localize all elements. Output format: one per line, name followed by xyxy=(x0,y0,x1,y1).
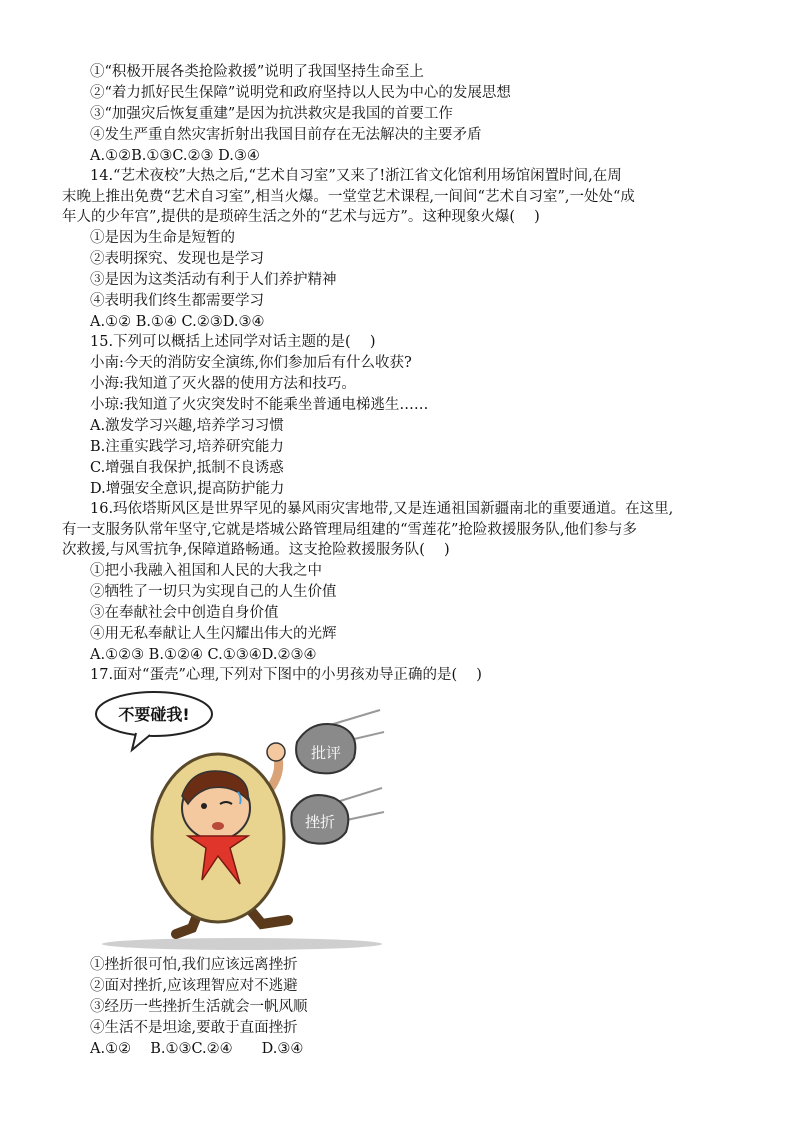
q16-choices: A.①②③ B.①②④ C.①③④D.②③④ xyxy=(90,647,317,663)
q15-option-d: D.增强安全意识,提高防护能力 xyxy=(90,481,285,497)
q15-dialogue-1: 小南:今天的消防安全演练,你们参加后有什么收获? xyxy=(90,355,412,371)
q15-stem: 15.下列可以概括上述同学对话主题的是( ) xyxy=(90,334,376,350)
q16-stem-3: 次救援,与风雪抗争,保障道路畅通。这支抢险救援服务队( ) xyxy=(62,542,450,558)
q16-option-3: ③在奉献社会中创造自身价值 xyxy=(90,605,279,621)
q17-stem: 17.面对“蛋壳”心理,下列对下图中的小男孩劝导正确的是( ) xyxy=(90,667,482,683)
q15-dialogue-3: 小琼:我知道了火灾突发时不能乘坐普通电梯逃生…… xyxy=(90,397,429,413)
q13-option-2: ②“着力抓好民生保障”说明党和政府坚持以人民为中心的发展思想 xyxy=(90,85,511,101)
q13-option-4: ④发生严重自然灾害折射出我国目前存在无法解决的主要矛盾 xyxy=(90,127,482,143)
q14-stem-1: 14.“艺术夜校”大热之后,“艺术自习室”又来了!浙江省文化馆利用场馆闲置时间,在周 xyxy=(90,168,622,184)
q14-stem-2: 末晚上推出免费“艺术自习室”,相当火爆。一堂堂艺术课程,一间间“艺术自习室”,一处处“成 xyxy=(62,189,635,205)
q14-option-3: ③是因为这类活动有利于人们养护精神 xyxy=(90,272,337,288)
q16-stem-2: 有一支服务队常年坚守,它就是塔城公路管理局组建的“雪莲花”抢险救援服务队,他们参与多 xyxy=(62,522,638,538)
q13-option-1: ①“积极开展各类抢险救援”说明了我国坚持生命至上 xyxy=(90,64,424,80)
q17-option-1: ①挫折很可怕,我们应该远离挫折 xyxy=(90,957,298,973)
q16-stem-1: 16.玛依塔斯风区是世界罕见的暴风雨灾害地带,又是连通祖国新疆南北的重要通道。在这里, xyxy=(90,501,674,517)
cartoon-egg-boy-illustration xyxy=(92,688,388,950)
q16-option-2: ②牺牲了一切只为实现自己的人生价值 xyxy=(90,584,337,600)
q15-dialogue-2: 小海:我知道了灭火器的使用方法和技巧。 xyxy=(90,376,356,392)
q14-option-4: ④表明我们终生都需要学习 xyxy=(90,293,264,309)
q16-option-1: ①把小我融入祖国和人民的大我之中 xyxy=(90,563,322,579)
q13-choices: A.①②B.①③C.②③ D.③④ xyxy=(90,148,260,164)
q15-option-a: A.激发学习兴趣,培养学习习惯 xyxy=(90,418,284,434)
rock-setback-label: 挫折 xyxy=(304,813,336,831)
q17-choices: A.①② B.①③C.②④ D.③④ xyxy=(90,1041,304,1057)
q17-option-3: ③经历一些挫折生活就会一帆风顺 xyxy=(90,999,308,1015)
q17-option-2: ②面对挫折,应该理智应对不逃避 xyxy=(90,978,298,994)
q15-option-c: C.增强自我保护,抵制不良诱惑 xyxy=(90,460,284,476)
rock-criticism-label: 批评 xyxy=(310,744,342,762)
q14-stem-3: 年人的少年宫”,提供的是琐碎生活之外的“艺术与远方”。这种现象火爆( ) xyxy=(62,209,540,225)
speech-bubble xyxy=(96,692,212,750)
q14-option-2: ②表明探究、发现也是学习 xyxy=(90,251,264,267)
speech-bubble-text: 不要碰我! xyxy=(118,705,190,724)
q17-option-4: ④生活不是坦途,要敢于直面挫折 xyxy=(90,1020,298,1036)
q13-option-3: ③“加强灾后恢复重建”是因为抗洪救灾是我国的首要工作 xyxy=(90,106,453,122)
q14-choices: A.①② B.①④ C.②③D.③④ xyxy=(90,314,265,330)
q15-option-b: B.注重实践学习,培养研究能力 xyxy=(90,439,284,455)
q14-option-1: ①是因为生命是短暂的 xyxy=(90,230,235,246)
q16-option-4: ④用无私奉献让人生闪耀出伟大的光辉 xyxy=(90,626,337,642)
rock-criticism xyxy=(296,710,384,773)
rock-setback xyxy=(291,788,384,844)
